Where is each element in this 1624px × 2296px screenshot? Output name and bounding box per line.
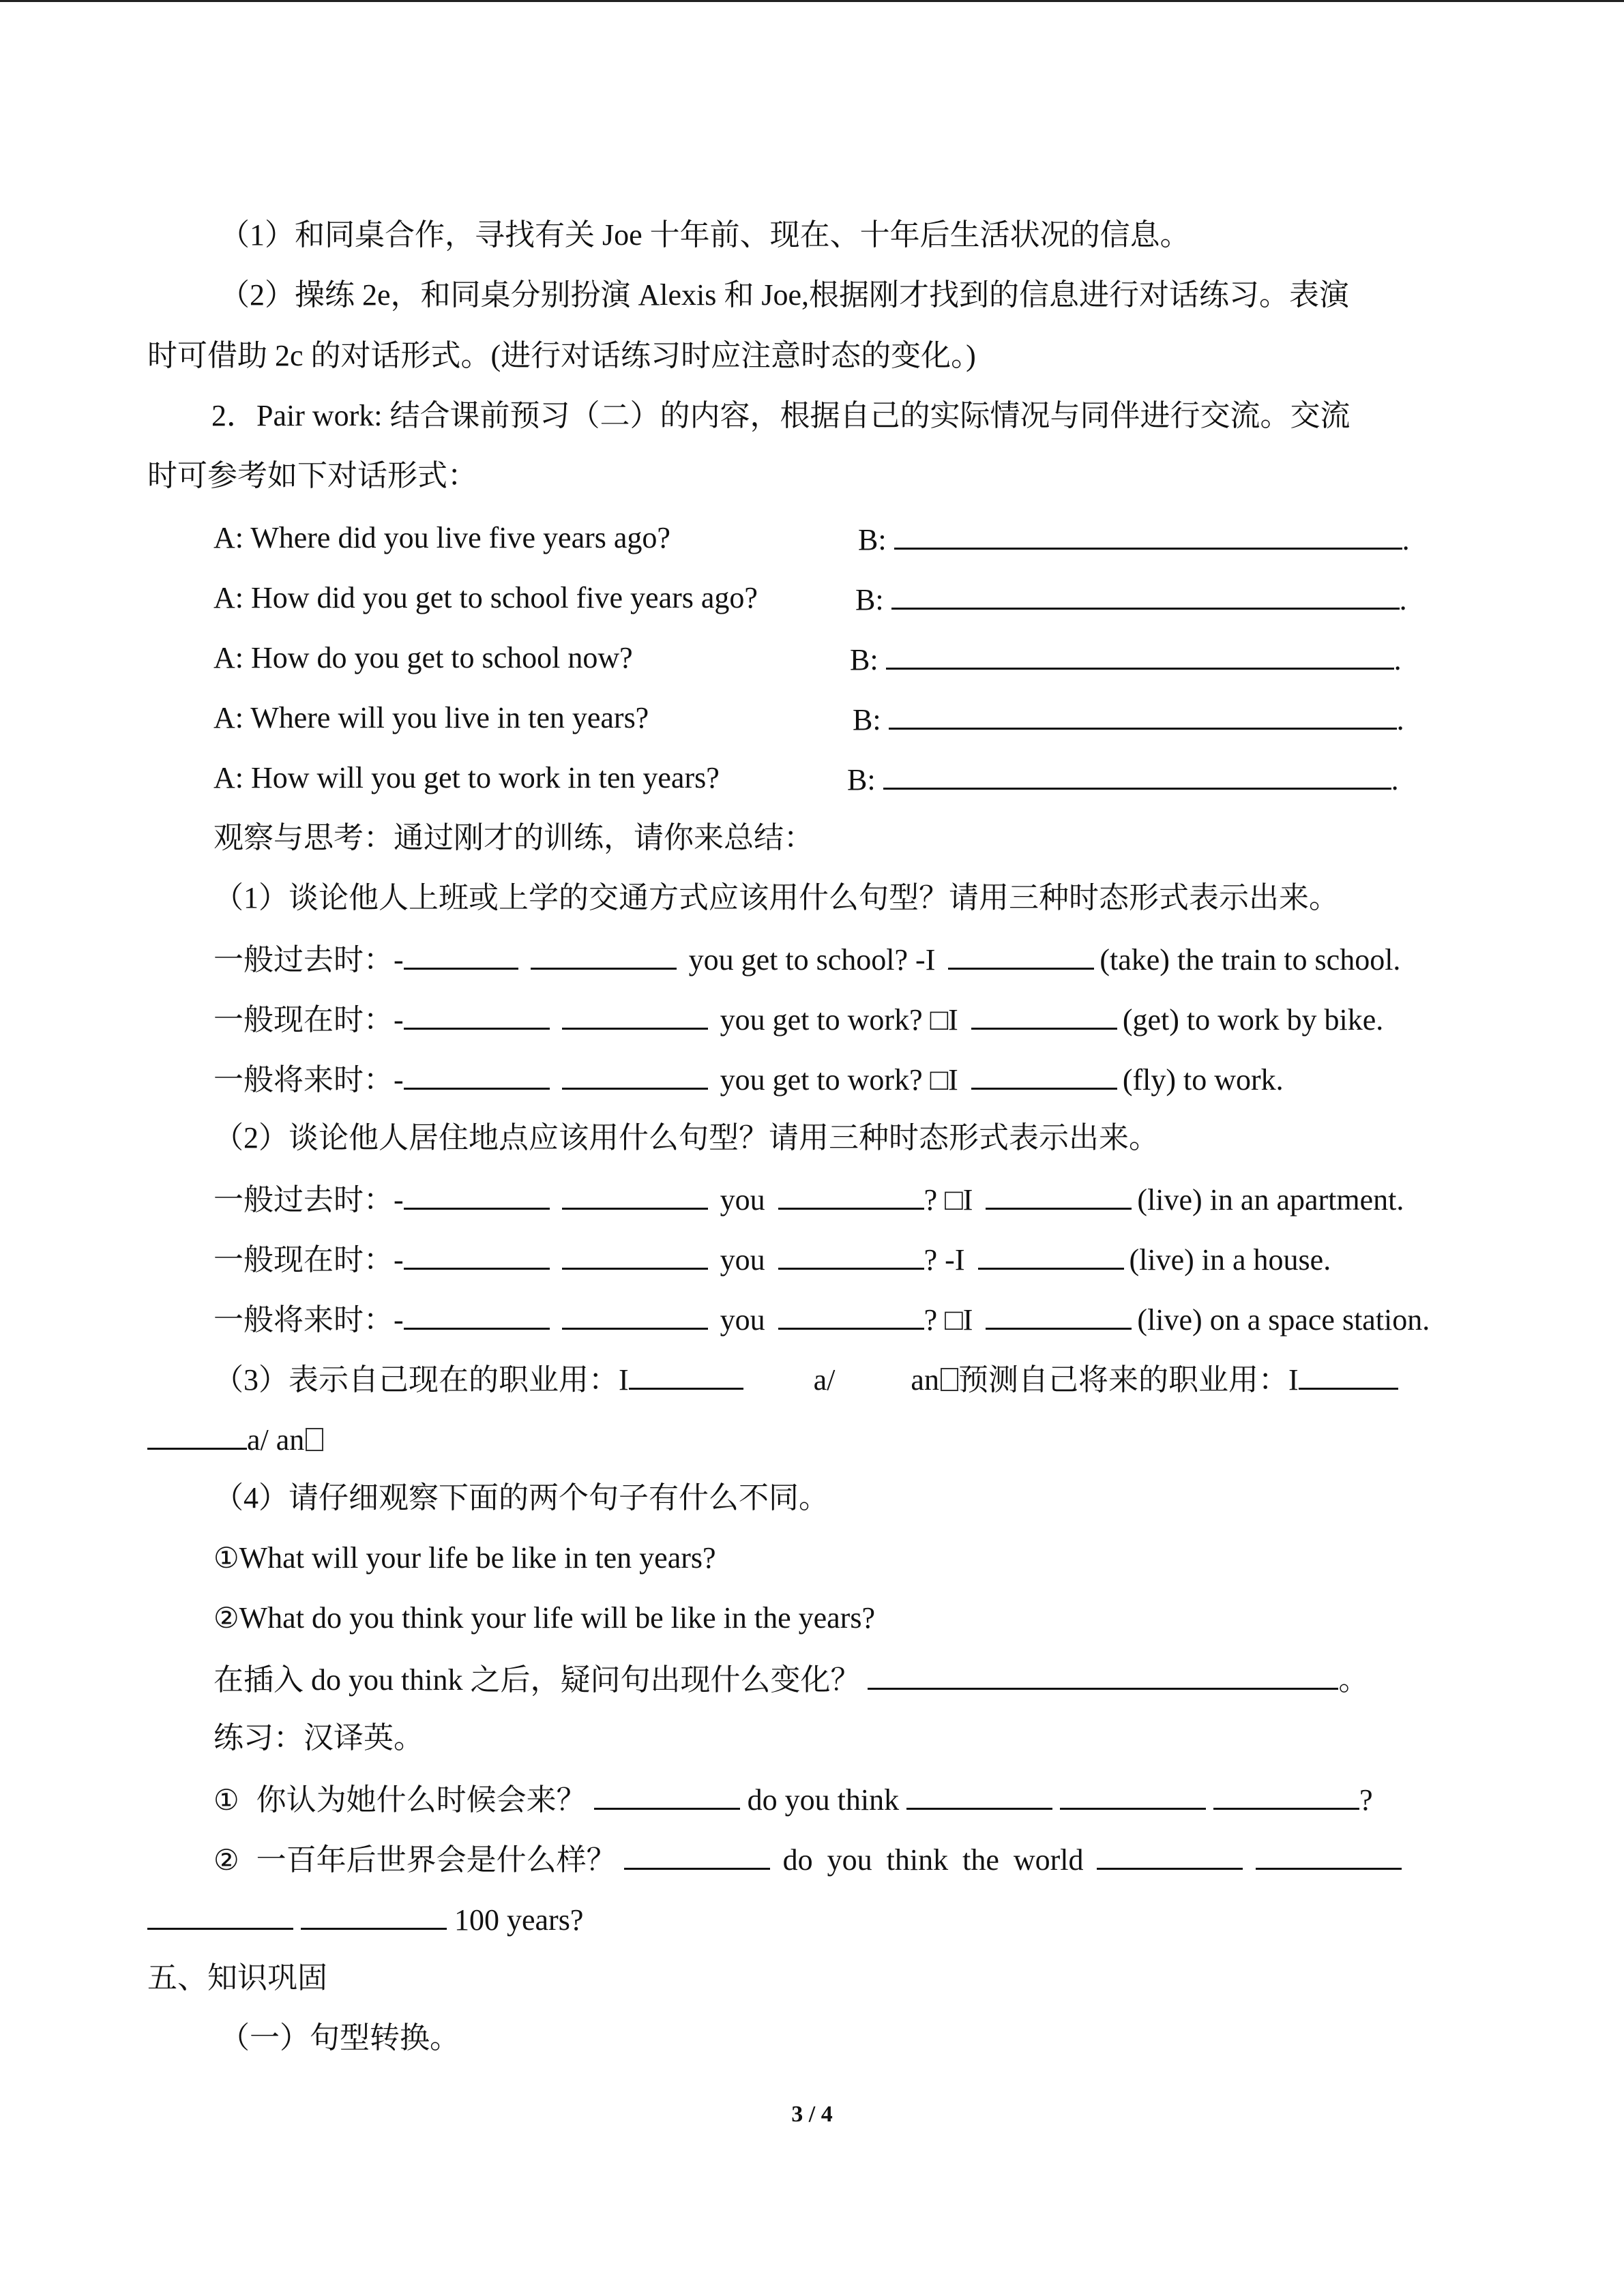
dialog-question-5: A: How will you get to work in ten years? — [213, 761, 720, 794]
tense-label-future: 一般将来时：- — [213, 1303, 404, 1337]
dialog-question-1: A: Where did you live five years ago? — [213, 521, 670, 554]
answer-blank[interactable] — [868, 1658, 1338, 1690]
dialog-answer-2 — [855, 578, 1407, 618]
sentence-part: you get to work? □I — [720, 1063, 958, 1097]
sentence-part: (fly) to work. — [1122, 1063, 1284, 1097]
practice-title: 练习：汉译英。 — [213, 1721, 424, 1755]
answer-blank-2[interactable] — [891, 578, 1400, 610]
period: . — [1393, 643, 1402, 676]
example-sentence-1 — [213, 1538, 716, 1579]
period: . — [1402, 523, 1410, 556]
period: . — [1396, 703, 1404, 736]
article-text: a/ an — [247, 1423, 305, 1457]
page-number: 3 / 4 — [791, 2102, 833, 2127]
blank[interactable] — [1256, 1838, 1402, 1870]
practice-item-2 — [213, 1838, 1402, 1879]
practice-english: do you think — [747, 1783, 900, 1817]
observe-section-1: （1）谈论他人上班或上学的交通方式应该用什么句型？请用三种时态形式表示出来。 — [213, 881, 1339, 914]
blank[interactable] — [594, 1778, 740, 1810]
blank[interactable] — [778, 1178, 924, 1210]
observe-section-4: （4）请仔细观察下面的两个句子有什么不同。 — [213, 1481, 829, 1515]
insert-question-line — [213, 1658, 1368, 1699]
tense-label-present: 一般现在时：- — [213, 1243, 404, 1277]
sentence-part: you — [720, 1243, 765, 1277]
occupation-text: （3）表示自己现在的职业用：I — [213, 1363, 629, 1397]
answer-blank-4[interactable] — [889, 698, 1397, 730]
blank[interactable] — [986, 1178, 1132, 1210]
occupation-line — [213, 1358, 1398, 1399]
tense-label-past: 一般过去时：- — [213, 943, 404, 976]
sentence-part: (live) in an apartment. — [1137, 1183, 1404, 1217]
transport-future — [213, 1058, 1284, 1099]
dialog-answer-3 — [850, 638, 1402, 679]
section-5-title: 五、知识巩固 — [147, 1961, 327, 1995]
blank[interactable] — [986, 1298, 1132, 1330]
blank[interactable] — [562, 1298, 708, 1330]
sentence-part: you — [720, 1183, 765, 1217]
blank[interactable] — [778, 1298, 924, 1330]
dialog-question-2: A: How did you get to school five years ago? — [213, 581, 758, 614]
pair-work-line: 2．Pair work: 结合课前预习（二）的内容，根据自己的实际情况与同伴进行交流。交流 — [211, 399, 1350, 432]
sentence-part: you — [720, 1303, 765, 1337]
example-text: What will your life be like in ten years? — [239, 1541, 716, 1575]
practice-chinese: 一百年后世界会是什么样？ — [256, 1843, 617, 1877]
blank[interactable] — [562, 1058, 708, 1090]
sentence-part: you get to work? □I — [720, 1003, 958, 1037]
dialog-question-3: A: How do you get to school now? — [213, 641, 633, 674]
occupation-text: 预测自己将来的职业用：I — [958, 1363, 1299, 1397]
task-line-3: 时可借助 2c 的对话形式。(进行对话练习时应注意时态的变化。) — [147, 339, 976, 372]
sentence-part: (get) to work by bike. — [1122, 1003, 1384, 1037]
transport-present — [213, 998, 1383, 1039]
observe-section-2: （2）谈论他人居住地点应该用什么句型？请用三种时态形式表示出来。 — [213, 1121, 1159, 1154]
circled-number-1: ① — [213, 1541, 239, 1575]
blank[interactable] — [1097, 1838, 1243, 1870]
sentence-part: ? -I — [924, 1243, 965, 1277]
blank[interactable] — [629, 1358, 743, 1390]
blank[interactable] — [624, 1838, 770, 1870]
sentence-part: ? □I — [924, 1183, 973, 1217]
example-sentence-2 — [213, 1598, 875, 1639]
circled-number-2: ② — [213, 1601, 239, 1635]
blank[interactable] — [978, 1238, 1124, 1270]
task-line-2: （2）操练 2e，和同桌分别扮演 Alexis 和 Joe,根据刚才找到的信息进行对话练习。表演 — [220, 278, 1350, 312]
period: . — [1391, 763, 1399, 796]
blank[interactable] — [971, 998, 1117, 1030]
sentence-part: ? □I — [924, 1303, 973, 1337]
article-an: an — [911, 1363, 939, 1397]
circled-number-1: ① — [213, 1783, 239, 1817]
example-text: What do you think your life will be like in the years? — [239, 1601, 875, 1635]
answer-blank-3[interactable] — [886, 638, 1394, 670]
dialog-answer-4 — [853, 698, 1404, 739]
blank[interactable] — [1213, 1778, 1359, 1810]
blank[interactable] — [778, 1238, 924, 1270]
blank[interactable] — [562, 1238, 708, 1270]
answer-blank-1[interactable] — [894, 518, 1402, 550]
tense-label-present: 一般现在时：- — [213, 1003, 404, 1037]
sentence-part: you get to school? -I — [688, 943, 936, 976]
period: . — [1399, 583, 1407, 616]
blank[interactable] — [562, 998, 708, 1030]
blank[interactable] — [404, 1238, 550, 1270]
blank[interactable] — [404, 1178, 550, 1210]
b-label: B: — [850, 643, 879, 676]
unrendered-glyph-box — [941, 1368, 958, 1391]
insert-question: 在插入 do you think 之后，疑问句出现什么变化？ — [213, 1663, 861, 1697]
observe-title: 观察与思考：通过刚才的训练，请你来总结： — [213, 821, 814, 854]
blank[interactable] — [404, 938, 518, 970]
blank[interactable] — [147, 1418, 247, 1450]
full-stop: 。 — [1338, 1663, 1369, 1697]
blank[interactable] — [147, 1898, 293, 1930]
blank[interactable] — [1299, 1358, 1398, 1390]
residence-past — [213, 1178, 1404, 1219]
blank[interactable] — [971, 1058, 1117, 1090]
practice-item-2-cont — [147, 1898, 583, 1939]
blank[interactable] — [404, 1058, 550, 1090]
b-label: B: — [847, 763, 876, 796]
article-a: a/ — [813, 1363, 836, 1397]
residence-present — [213, 1238, 1331, 1279]
b-label: B: — [858, 523, 887, 556]
blank[interactable] — [1060, 1778, 1206, 1810]
occupation-line-2 — [147, 1418, 323, 1459]
answer-blank-5[interactable] — [883, 758, 1391, 790]
dialog-answer-1 — [858, 518, 1410, 558]
b-label: B: — [853, 703, 881, 736]
sentence-part: (live) on a space station. — [1137, 1303, 1430, 1337]
pair-work-line-2: 时可参考如下对话形式： — [147, 459, 477, 492]
blank[interactable] — [301, 1898, 447, 1930]
blank[interactable] — [562, 1178, 708, 1210]
dialog-answer-5 — [847, 758, 1399, 799]
circled-number-2: ② — [213, 1843, 239, 1877]
blank[interactable] — [948, 938, 1094, 970]
blank[interactable] — [531, 938, 677, 970]
practice-english: do you think the world — [782, 1843, 1084, 1877]
transport-past — [213, 938, 1400, 979]
practice-chinese: 你认为她什么时候会来？ — [256, 1783, 587, 1817]
sentence-part: (take) the train to school. — [1099, 943, 1401, 976]
section-5-subtitle: （一）句型转换。 — [220, 2021, 460, 2055]
practice-english: 100 years? — [454, 1903, 584, 1937]
residence-future — [213, 1298, 1430, 1339]
b-label: B: — [855, 583, 884, 616]
blank[interactable] — [906, 1778, 1052, 1810]
sentence-part: (live) in a house. — [1129, 1243, 1331, 1277]
task-line-1: （1）和同桌合作，寻找有关 Joe 十年前、现在、十年后生活状况的信息。 — [220, 218, 1190, 252]
question-mark: ? — [1359, 1783, 1373, 1817]
practice-item-1 — [213, 1778, 1373, 1819]
tense-label-future: 一般将来时：- — [213, 1063, 404, 1097]
dialog-question-4: A: Where will you live in ten years? — [213, 701, 649, 734]
blank[interactable] — [404, 998, 550, 1030]
blank[interactable] — [404, 1298, 550, 1330]
tense-label-past: 一般过去时：- — [213, 1183, 404, 1217]
unrendered-glyph-box — [306, 1428, 323, 1451]
